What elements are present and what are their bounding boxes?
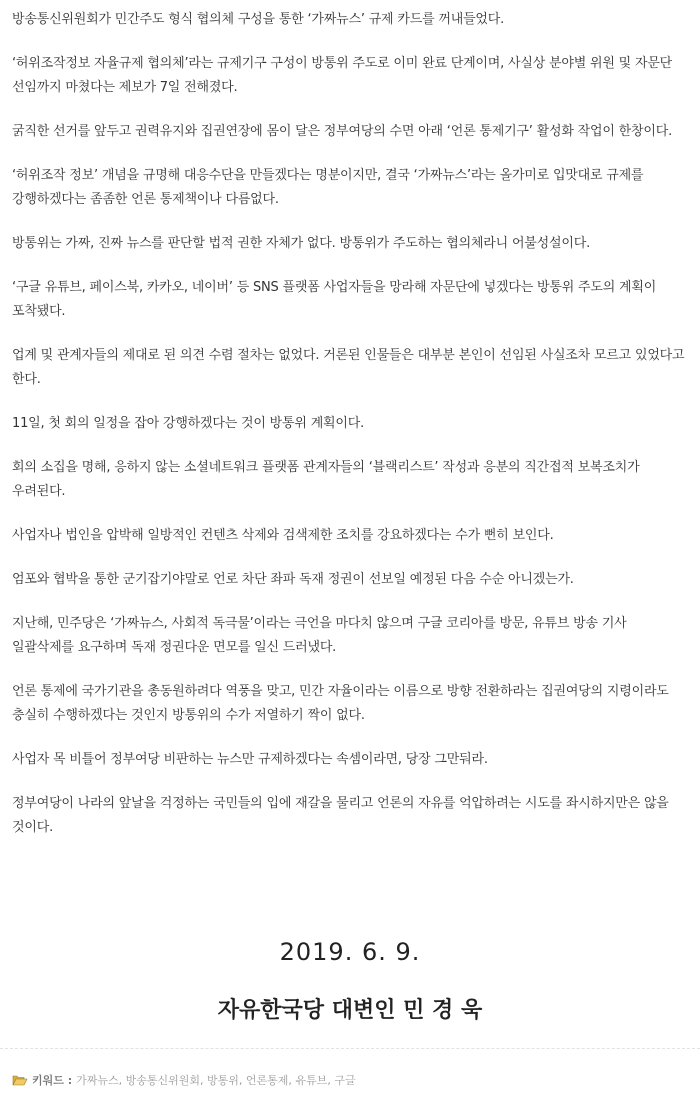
- keyword-separator: ,: [200, 1074, 208, 1087]
- keywords-list: [76, 1072, 355, 1088]
- keyword-separator: ,: [118, 1074, 126, 1087]
- keyword-separator: ,: [327, 1074, 335, 1087]
- paragraph: 사업자 목 비틀어 정부여당 비판하는 뉴스만 규제하겠다는 속셈이라면, 당장 그만둬라.: [12, 752, 488, 767]
- keyword-separator: ,: [238, 1074, 246, 1087]
- paragraph: ‘구글 유튜브, 페이스북, 카카오, 네이버’ 등 SNS 플랫폼 사업자들을 망라해 자문단에 넣겠다는 방통위 주도의 계획이 포착됐다.: [12, 280, 657, 319]
- paragraph: 언론 통제에 국가기관을 총동원하려다 역풍을 맞고, 민간 자율이라는 이름으로 방향 전환하라는 집권여당의 지령이라도 충실히 수행하겠다는 것인지 방통위의 수가 저열하기 짝이 없다.: [12, 684, 669, 723]
- paragraph: 굵직한 선거를 앞두고 권력유지와 집권연장에 몸이 달은 정부여당의 수면 아래 ‘언론 통제기구’ 활성화 작업이 한창이다.: [12, 124, 673, 139]
- folder-open-icon: [12, 1074, 28, 1086]
- article-body: [12, 8, 692, 860]
- paragraph: 정부여당이 나라의 앞날을 걱정하는 국민들의 입에 재갈을 물리고 언론의 자유를 억압하려는 시도를 좌시하지만은 않을 것이다.: [12, 796, 669, 835]
- keywords-label: 키워드 :: [32, 1074, 73, 1087]
- keyword-link[interactable]: 구글: [334, 1074, 356, 1087]
- paragraph: 업계 및 관계자들의 제대로 된 의견 수렴 절차는 없었다. 거론된 인물들은 대부분 본인이 선임된 사실조차 모르고 있었다고 한다.: [12, 348, 685, 387]
- keyword-separator: ,: [288, 1074, 296, 1087]
- statement-date: 2019. 6. 9.: [279, 938, 421, 966]
- keywords-bar: [12, 1072, 356, 1088]
- keyword-link[interactable]: 가짜뉴스: [76, 1074, 119, 1087]
- spokesperson-signature: 자유한국당 대변인 민 경 욱: [217, 998, 483, 1023]
- keyword-link[interactable]: 방통위: [207, 1074, 239, 1087]
- paragraph: 방통위는 가짜, 진짜 뉴스를 판단할 법적 권한 자체가 없다. 방통위가 주도하는 협의체라니 어불성설이다.: [12, 236, 591, 251]
- paragraph: 방송통신위원회가 민간주도 형식 협의체 구성을 통한 ‘가짜뉴스’ 규제 카드를 꺼내들었다.: [12, 12, 505, 27]
- keyword-link[interactable]: 방송통신위원회: [125, 1074, 201, 1087]
- paragraph: 회의 소집을 명해, 응하지 않는 소셜네트워크 플랫폼 관계자들의 ‘블랙리스트’ 작성과 응분의 직간접적 보복조치가 우려된다.: [12, 460, 640, 499]
- paragraph: ‘허위조작 정보’ 개념을 규명해 대응수단을 만들겠다는 명분이지만, 결국 ‘가짜뉴스’라는 올가미로 입맛대로 규제를 강행하겠다는 좀좀한 언론 통제책이나 다름없다.: [12, 168, 644, 207]
- keyword-link[interactable]: 언론통제: [245, 1074, 289, 1087]
- paragraph: 지난해, 민주당은 ‘가짜뉴스, 사회적 독극물’이라는 극언을 마다치 않으며 구글 코리아를 방문, 유튜브 방송 기사 일괄삭제를 요구하며 독재 정권다운 면모를 일신 드러냈다.: [12, 616, 627, 655]
- divider: [0, 1048, 700, 1049]
- paragraph: ‘허위조작정보 자율규제 협의체’라는 규제기구 구성이 방통위 주도로 이미 완료 단계이며, 사실상 분야별 위원 및 자문단 선임까지 마쳤다는 제보가 7일 전해졌다.: [12, 56, 673, 95]
- paragraph: 엄포와 협박을 통한 군기잡기야말로 언로 차단 좌파 독재 정권이 선보일 예정된 다음 수순 아니겠는가.: [12, 572, 574, 587]
- paragraph: 사업자나 법인을 압박해 일방적인 컨텐츠 삭제와 검색제한 조치를 강요하겠다는 수가 뻔히 보인다.: [12, 528, 554, 543]
- keyword-link[interactable]: 유튜브: [295, 1074, 328, 1087]
- paragraph: 11일, 첫 회의 일정을 잡아 강행하겠다는 것이 방통위 계획이다.: [12, 416, 365, 431]
